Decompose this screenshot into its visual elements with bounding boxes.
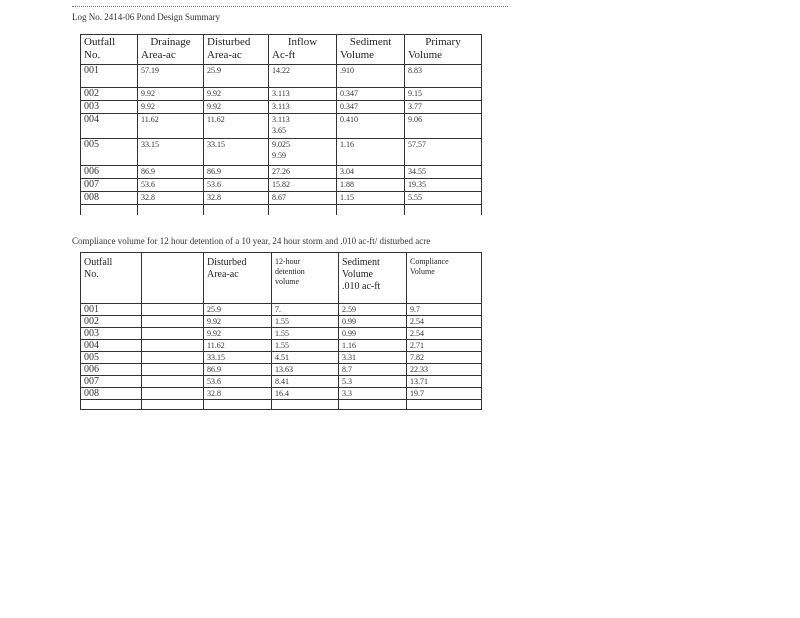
cell-compliance: 7.82 — [407, 352, 482, 364]
cell-compliance: 13.71 — [407, 376, 482, 388]
cell-outfall: 001 — [81, 65, 138, 88]
cell-disturbed: 9.92 — [204, 316, 272, 328]
table-row — [81, 88, 482, 101]
cell-disturbed: 53.6 — [204, 376, 272, 388]
header-sediment-volume: Sediment Volume .010 ac-ft — [339, 253, 407, 304]
header-drainage-area: Drainage Area-ac — [138, 35, 204, 65]
cell-primary: 8.83 — [405, 65, 482, 88]
table-row — [81, 192, 482, 205]
cell-sediment: 3.3 — [339, 388, 407, 400]
table-header-row — [81, 35, 482, 65]
cell-disturbed: 33.15 — [204, 352, 272, 364]
cell-detention: 7. — [272, 304, 339, 316]
compliance-caption: Compliance volume for 12 hour detention of a 10 year, 24 hour storm and .010 ac-ft/ disturbed acre — [72, 236, 431, 246]
table-row — [81, 65, 482, 88]
cell-outfall: 007 — [81, 179, 138, 192]
header-blank — [142, 253, 204, 304]
cell-disturbed: 32.8 — [204, 388, 272, 400]
cell-outfall: 006 — [81, 364, 142, 376]
cell-disturbed: 25.9 — [204, 304, 272, 316]
cell-sediment: 1.16 — [337, 139, 405, 166]
cell-primary: 34.55 — [405, 166, 482, 179]
cell-disturbed: 25.9 — [204, 65, 269, 88]
cell-drainage: 11.62 — [138, 114, 204, 139]
cell-compliance: 19.7 — [407, 388, 482, 400]
cell-disturbed: 9.92 — [204, 101, 269, 114]
header-outfall: Outfall No. — [81, 35, 138, 65]
pond-design-summary-table — [80, 34, 482, 215]
table-row — [81, 114, 482, 139]
table-row — [81, 101, 482, 114]
top-rule — [72, 6, 508, 7]
cell-outfall: 001 — [81, 304, 142, 316]
cell-outfall: 005 — [81, 139, 138, 166]
header-inflow: Inflow Ac-ft — [269, 35, 337, 65]
cell-detention: 4.51 — [272, 352, 339, 364]
cell-outfall: 002 — [81, 316, 142, 328]
table-row — [81, 316, 482, 328]
cell-disturbed: 32.8 — [204, 192, 269, 205]
cell-detention: 1.55 — [272, 316, 339, 328]
cell-sediment: 0.347 — [337, 101, 405, 114]
cell-inflow: 9.025 9.59 — [269, 139, 337, 166]
cell-sediment: .910 — [337, 65, 405, 88]
cell-inflow: 3.113 — [269, 88, 337, 101]
header-sediment-volume: Sediment Volume — [337, 35, 405, 65]
cell-outfall: 008 — [81, 388, 142, 400]
cell-disturbed: 86.9 — [204, 364, 272, 376]
cell-outfall: 005 — [81, 352, 142, 364]
header-outfall: Outfall No. — [81, 253, 142, 304]
cell-detention: 1.55 — [272, 328, 339, 340]
cell-drainage: 53.6 — [138, 179, 204, 192]
cell-detention: 1.55 — [272, 340, 339, 352]
cell-disturbed: 33.15 — [204, 139, 269, 166]
cell-inflow: 3.113 3.65 — [269, 114, 337, 139]
cell-sediment: 0.99 — [339, 316, 407, 328]
cell-sediment: 5.3 — [339, 376, 407, 388]
cell-disturbed: 11.62 — [204, 340, 272, 352]
cell-disturbed: 9.92 — [204, 328, 272, 340]
cell-detention: 16.4 — [272, 388, 339, 400]
table-row — [81, 179, 482, 192]
cell-sediment: 2.59 — [339, 304, 407, 316]
cell-outfall: 004 — [81, 114, 138, 139]
table-row — [81, 328, 482, 340]
cell-compliance: 22.33 — [407, 364, 482, 376]
table-row — [81, 166, 482, 179]
cell-primary: 5.55 — [405, 192, 482, 205]
cell-sediment: 3.04 — [337, 166, 405, 179]
table-row — [81, 364, 482, 376]
table-row-blank — [81, 205, 482, 216]
cell-compliance: 2.71 — [407, 340, 482, 352]
cell-primary: 9.15 — [405, 88, 482, 101]
cell-drainage: 9.92 — [138, 88, 204, 101]
cell-outfall: 007 — [81, 376, 142, 388]
cell-disturbed: 86.9 — [204, 166, 269, 179]
cell-detention: 8.41 — [272, 376, 339, 388]
cell-inflow: 15.82 — [269, 179, 337, 192]
cell-primary: 57.57 — [405, 139, 482, 166]
header-disturbed-area: Disturbed Area-ac — [204, 253, 272, 304]
cell-sediment: 0.410 — [337, 114, 405, 139]
cell-outfall: 002 — [81, 88, 138, 101]
compliance-volume-table — [80, 252, 482, 410]
cell-sediment: 0.99 — [339, 328, 407, 340]
cell-compliance: 2.54 — [407, 316, 482, 328]
cell-inflow: 3.113 — [269, 101, 337, 114]
page-heading: Log No. 2414-06 Pond Design Summary — [72, 12, 220, 22]
cell-outfall: 008 — [81, 192, 138, 205]
cell-sediment: 1.15 — [337, 192, 405, 205]
cell-detention: 13.63 — [272, 364, 339, 376]
cell-compliance: 2.54 — [407, 328, 482, 340]
cell-drainage: 33.15 — [138, 139, 204, 166]
cell-drainage: 86.9 — [138, 166, 204, 179]
cell-primary: 9.06 — [405, 114, 482, 139]
cell-sediment: 3.31 — [339, 352, 407, 364]
table-row — [81, 304, 482, 316]
cell-drainage: 57.19 — [138, 65, 204, 88]
cell-compliance: 9.7 — [407, 304, 482, 316]
table-row — [81, 388, 482, 400]
cell-inflow: 27.26 — [269, 166, 337, 179]
cell-outfall: 006 — [81, 166, 138, 179]
table-row — [81, 352, 482, 364]
header-detention-volume: 12-hour detention volume — [272, 253, 339, 304]
cell-outfall: 003 — [81, 101, 138, 114]
cell-sediment: 0.347 — [337, 88, 405, 101]
cell-primary: 19.35 — [405, 179, 482, 192]
header-compliance-volume: Compliance Volume — [407, 253, 482, 304]
cell-disturbed: 9.92 — [204, 88, 269, 101]
table-row — [81, 340, 482, 352]
table-row — [81, 139, 482, 166]
header-disturbed-area: Disturbed Area-ac — [204, 35, 269, 65]
cell-sediment: 1.88 — [337, 179, 405, 192]
cell-disturbed: 11.62 — [204, 114, 269, 139]
cell-outfall: 004 — [81, 340, 142, 352]
cell-inflow: 8.67 — [269, 192, 337, 205]
cell-sediment: 8.7 — [339, 364, 407, 376]
cell-inflow: 14.22 — [269, 65, 337, 88]
cell-primary: 3.77 — [405, 101, 482, 114]
table-header-row — [81, 253, 482, 304]
table-row — [81, 376, 482, 388]
cell-drainage: 9.92 — [138, 101, 204, 114]
cell-drainage: 32.8 — [138, 192, 204, 205]
cell-disturbed: 53.6 — [204, 179, 269, 192]
header-primary-volume: Primary Volume — [405, 35, 482, 65]
table-row-blank — [81, 400, 482, 410]
cell-outfall: 003 — [81, 328, 142, 340]
cell-sediment: 1.16 — [339, 340, 407, 352]
